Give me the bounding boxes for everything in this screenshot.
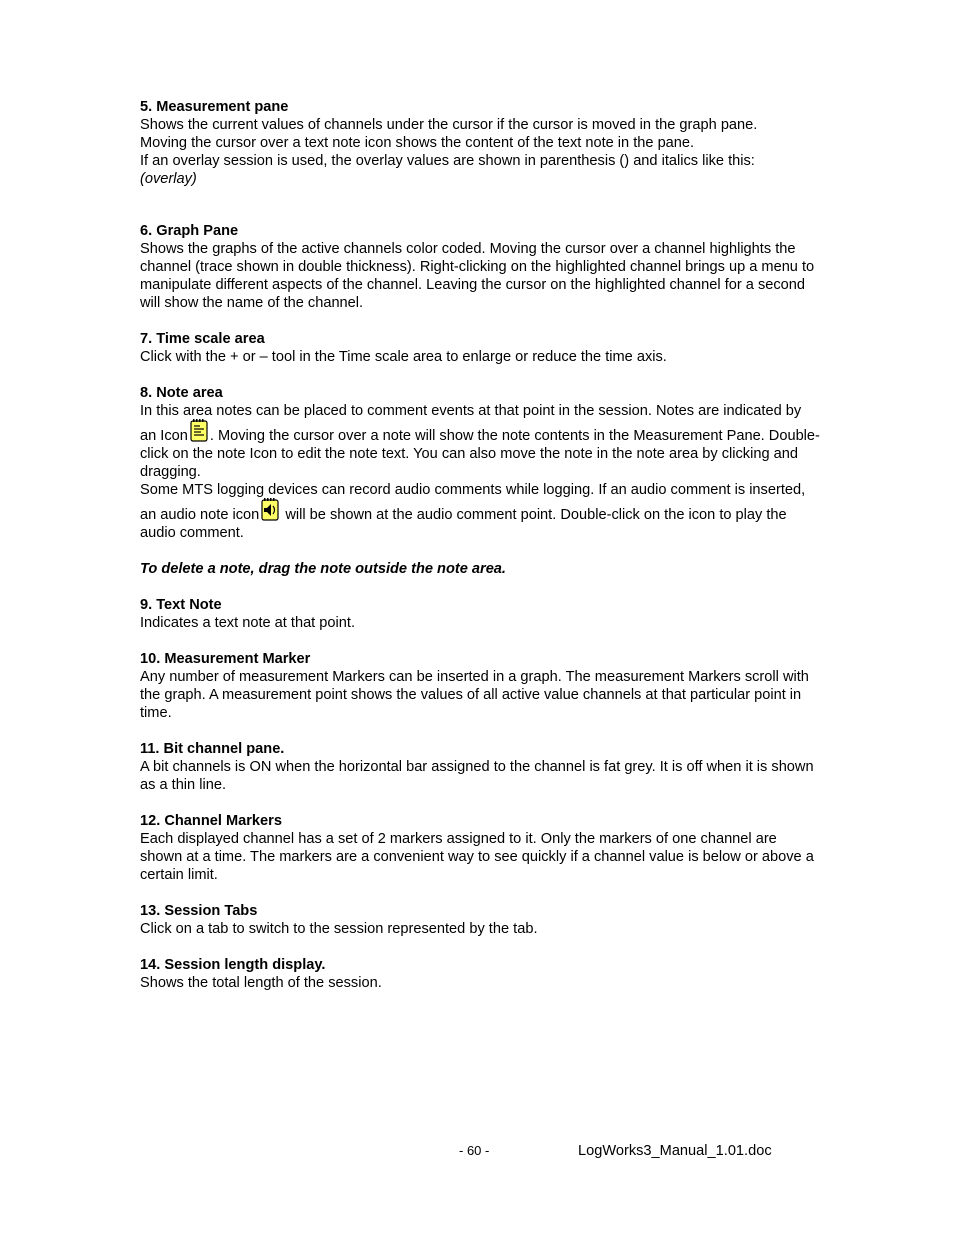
- section-body: Shows the total length of the session.: [140, 975, 382, 991]
- section-heading: 7. Time scale area: [140, 331, 265, 347]
- page-number: - 60 -: [459, 1143, 490, 1158]
- section-heading: 6. Graph Pane: [140, 223, 239, 239]
- section-body: A bit channels is ON when the horizontal bar assigned to the channel is fat grey. It is off when it is shown as a thin line.: [140, 759, 814, 793]
- section-channel-markers: [140, 812, 820, 884]
- delete-note-warning: To delete a note, drag the note outside the note area.: [140, 561, 506, 577]
- section-heading: 9. Text Note: [140, 597, 222, 613]
- note-area-text: . Moving the cursor over a note will show the note contents in the Measurement Pane. Double-click on the note Icon to edit the note text. You can also move the note in the note area by clicking and dragging.: [140, 428, 820, 480]
- overlay-example: (overlay): [140, 171, 197, 187]
- section-heading: 14. Session length display.: [140, 957, 326, 973]
- section-body: Click with the + or – tool in the Time scale area to enlarge or reduce the time axis.: [140, 349, 667, 365]
- audio-note-paragraph: [140, 481, 820, 542]
- section-delete-note-warning: [140, 560, 820, 578]
- section-graph-pane: [140, 222, 820, 312]
- section-text-note: [140, 596, 820, 632]
- section-body: Each displayed channel has a set of 2 markers assigned to it. Only the markers of one channel are shown at a time. The markers are a convenient way to see quickly if a channel value is below or above a certain limit.: [140, 831, 814, 883]
- section-measurement-marker: [140, 650, 820, 722]
- section-measurement-pane: [140, 98, 820, 188]
- section-session-tabs: [140, 902, 820, 938]
- section-heading: 11. Bit channel pane.: [140, 741, 285, 757]
- section-line: If an overlay session is used, the overlay values are shown in parenthesis () and italics like this:: [140, 153, 755, 169]
- section-heading: 10. Measurement Marker: [140, 651, 311, 667]
- section-body: Click on a tab to switch to the session represented by the tab.: [140, 921, 538, 937]
- audio-note-text: Some MTS logging devices can record audio comments while logging. If an audio comment is inserted, an audio note icon: [140, 482, 806, 523]
- text-note-icon: [190, 420, 208, 442]
- section-bit-channel-pane: [140, 740, 820, 794]
- section-time-scale-area: [140, 330, 820, 366]
- section-line: Moving the cursor over a text note icon shows the content of the text note in the pane.: [140, 135, 695, 151]
- section-heading: 12. Channel Markers: [140, 813, 282, 829]
- document-page: [140, 98, 820, 1010]
- section-session-length-display: [140, 956, 820, 992]
- section-body: Indicates a text note at that point.: [140, 615, 355, 631]
- section-body: Any number of measurement Markers can be inserted in a graph. The measurement Markers scroll with the graph. A measurement point shows the values of all active value channels at that particular point in time.: [140, 669, 809, 721]
- section-line: Shows the current values of channels under the cursor if the cursor is moved in the graph pane.: [140, 117, 758, 133]
- section-heading: 8. Note area: [140, 385, 223, 401]
- audio-note-icon: [261, 499, 279, 521]
- section-heading: 5. Measurement pane: [140, 99, 289, 115]
- note-area-paragraph: [140, 402, 820, 481]
- document-filename: LogWorks3_Manual_1.01.doc: [578, 1143, 772, 1159]
- section-heading: 13. Session Tabs: [140, 903, 258, 919]
- note-area-text: In this area notes can be placed to comment events at that point in the session. Notes are indicated by an Icon: [140, 403, 802, 444]
- audio-note-text: will be shown at the audio comment point. Double-click on the icon to play the audio comment.: [140, 507, 787, 541]
- section-body: Shows the graphs of the active channels color coded. Moving the cursor over a channel highlights the channel (trace shown in double thickness). Right-clicking on the highlighted channel brings up a menu to manipulate different aspects of the channel. Leaving the cursor on the highlighted channel for a second will show the name of the channel.: [140, 241, 815, 311]
- section-note-area: [140, 384, 820, 542]
